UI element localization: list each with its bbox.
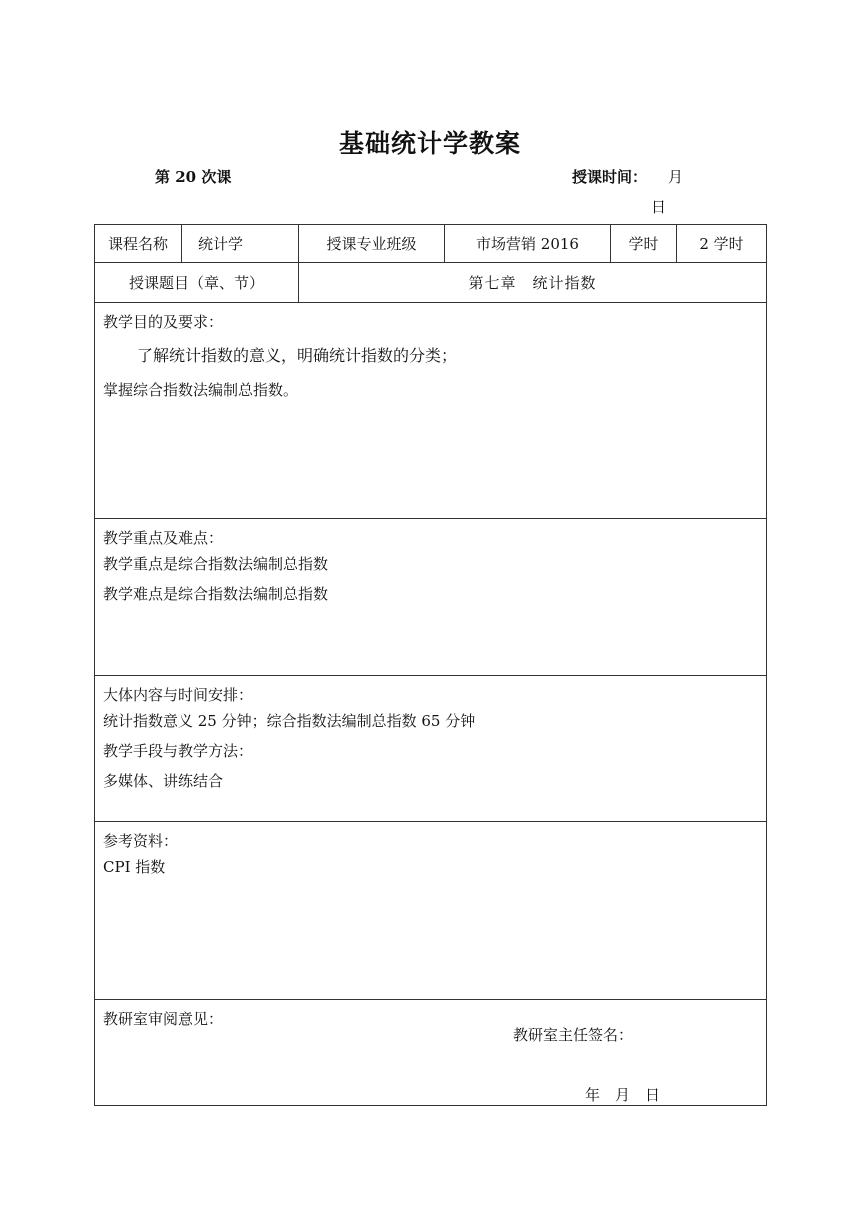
teaching-time-day: 日 <box>651 198 667 216</box>
director-signature-label: 教研室主任签名： <box>513 1026 634 1044</box>
schedule-label: 大体内容与时间安排： <box>103 686 254 704</box>
objectives-line: 了解统计指数的意义，明确统计指数的分类； <box>137 346 458 365</box>
topic-row <box>95 263 767 303</box>
schedule-row <box>95 676 767 822</box>
references-row <box>95 822 767 1000</box>
reference-line: CPI 指数 <box>103 858 166 876</box>
hours-value: 2 学时 <box>677 225 767 263</box>
methods-line: 多媒体、讲练结合 <box>103 772 224 790</box>
key-point-line: 教学重点是综合指数法编制总指数 <box>103 555 329 573</box>
schedule-section <box>95 676 767 822</box>
lesson-number: 第 20 次课 <box>155 168 232 186</box>
review-date-line: 年 月 日 <box>585 1086 661 1104</box>
references-label: 参考资料： <box>103 832 179 850</box>
review-section <box>95 1000 767 1106</box>
difficulty-line: 教学难点是综合指数法编制总指数 <box>103 585 329 603</box>
hours-label: 学时 <box>611 225 677 263</box>
objectives-line: 掌握综合指数法编制总指数。 <box>103 381 299 399</box>
objectives-label: 教学目的及要求： <box>103 313 224 331</box>
key-points-row <box>95 519 767 676</box>
review-label: 教研室审阅意见： <box>103 1010 224 1028</box>
course-info-row <box>95 225 767 263</box>
key-points-section <box>95 519 767 676</box>
objectives-section <box>95 303 767 519</box>
lesson-plan-table <box>94 224 767 1106</box>
review-row <box>95 1000 767 1106</box>
class-value: 市场营销 2016 <box>445 225 611 263</box>
objectives-row <box>95 303 767 519</box>
references-section <box>95 822 767 1000</box>
teaching-time-label: 授课时间： <box>572 168 648 186</box>
course-name-value: 统计学 <box>182 225 299 263</box>
class-label: 授课专业班级 <box>299 225 445 263</box>
document-title: 基础统计学教案 <box>338 129 521 158</box>
course-name-label: 课程名称 <box>95 225 182 263</box>
methods-label: 教学手段与教学方法： <box>103 742 254 760</box>
topic-label: 授课题目（章、节） <box>95 263 299 303</box>
teaching-time-month: 月 <box>668 168 684 186</box>
key-points-label: 教学重点及难点： <box>103 529 224 547</box>
topic-value: 第七章 统计指数 <box>299 263 767 303</box>
schedule-line: 统计指数意义 25 分钟；综合指数法编制总指数 65 分钟 <box>103 712 476 730</box>
